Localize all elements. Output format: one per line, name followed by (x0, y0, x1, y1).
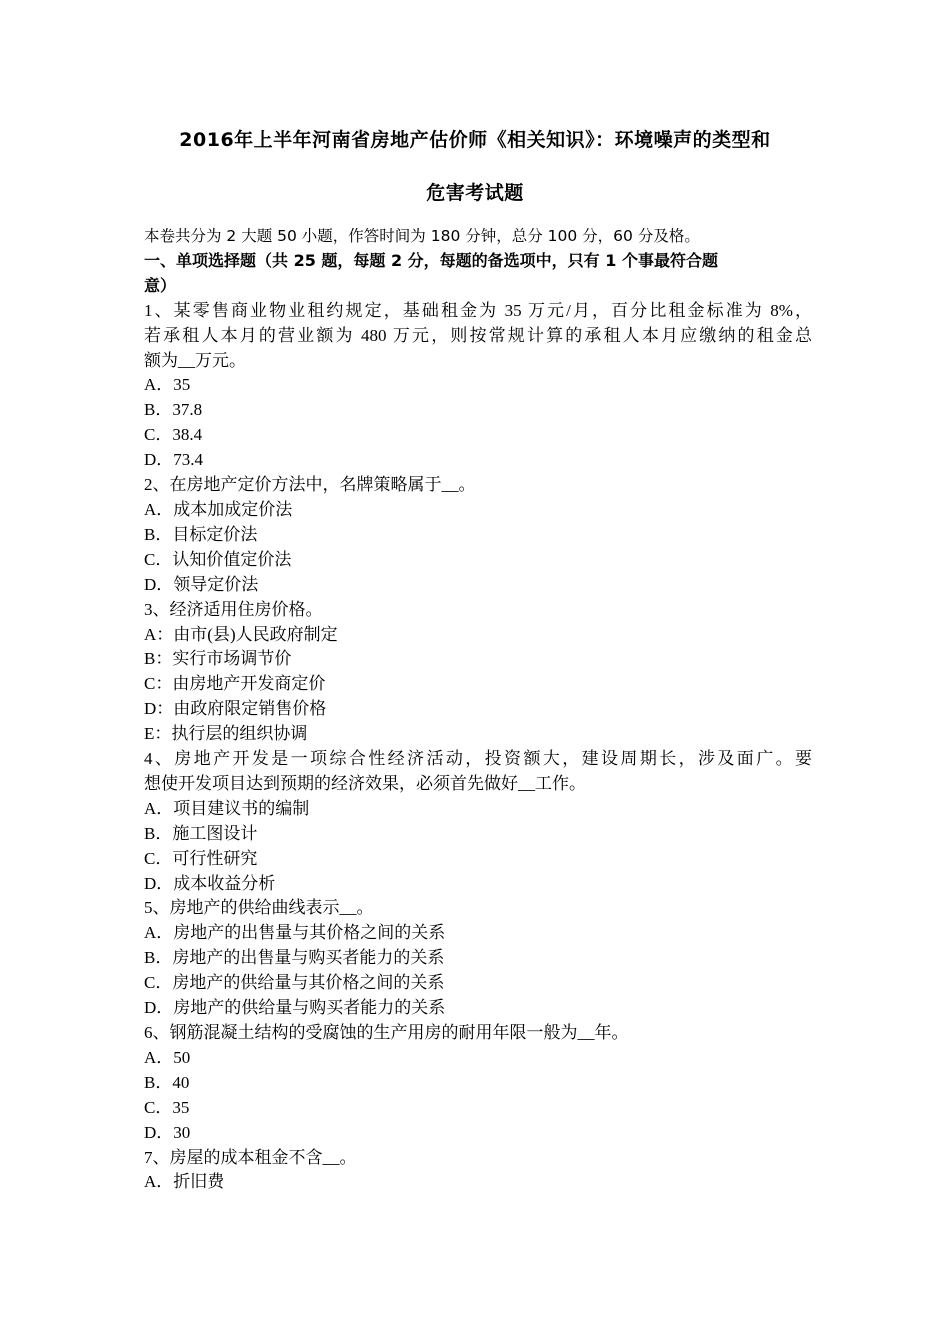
question-3 (144, 598, 812, 747)
question-text-line: 6、钢筋混凝土结构的受腐蚀的生产用房的耐用年限一般为__年。 (144, 1023, 629, 1042)
question-2 (144, 473, 812, 598)
question-6 (144, 1021, 812, 1146)
question-text-line: 想使开发项目达到预期的经济效果，必须首先做好__工作。 (144, 773, 586, 793)
question-text-line: 7、房屋的成本租金不含__。 (144, 1147, 357, 1167)
answer-option: D．房地产的供给量与购买者能力的关系 (144, 998, 446, 1018)
exam-intro: 本卷共分为 2 大题 50 小题，作答时间为 180 分钟，总分 100 分，60 分及格。 (144, 227, 700, 245)
answer-option: C．房地产的供给量与其价格之间的关系 (144, 973, 445, 993)
answer-option: D．30 (144, 1122, 191, 1142)
answer-option: C：由房地产开发商定价 (144, 674, 326, 694)
document-body (144, 224, 812, 1195)
question-text-line: 5、房地产的供给曲线表示__。 (144, 898, 374, 918)
answer-option: A．房地产的出售量与其价格之间的关系 (144, 923, 446, 943)
question-1 (144, 299, 812, 473)
answer-option: A．项目建议书的编制 (144, 798, 310, 818)
answer-option: C．认知价值定价法 (144, 549, 292, 569)
section-heading-line-1: 一、单项选择题（共 25 题，每题 2 分，每题的备选项中，只有 1 个事最符合题 (144, 250, 718, 270)
answer-option: A．折旧费 (144, 1172, 225, 1192)
section-heading-line-2: 意） (144, 275, 177, 295)
question-text-line: 1、某零售商业物业租约规定，基础租金为 35 万元/月，百分比租金标准为 8%， (144, 300, 812, 320)
answer-option: E：执行层的组织协调 (144, 724, 308, 744)
question-text-line: 若承租人本月的营业额为 480 万元，则按常规计算的承租人本月应缴纳的租金总 (144, 325, 812, 345)
question-5 (144, 896, 812, 1021)
question-text-line: 4、房地产开发是一项综合性经济活动，投资额大，建设周期长，涉及面广。要 (144, 749, 812, 769)
answer-option: B．40 (144, 1072, 190, 1092)
answer-option: A．50 (144, 1047, 191, 1067)
question-7 (144, 1146, 812, 1196)
answer-option: C．35 (144, 1097, 190, 1117)
answer-option: D．73.4 (144, 450, 204, 470)
question-text-line: 3、经济适用住房价格。 (144, 599, 323, 619)
answer-option: B．房地产的出售量与购买者能力的关系 (144, 948, 445, 968)
document-title-line-1: 2016年上半年河南省房地产估价师《相关知识》：环境噪声的类型和 (179, 129, 771, 151)
answer-option: B：实行市场调节价 (144, 649, 292, 669)
answer-option: A．35 (144, 375, 191, 395)
answer-option: B．37.8 (144, 400, 203, 420)
answer-option: C．38.4 (144, 425, 203, 445)
answer-option: A．成本加成定价法 (144, 499, 293, 519)
answer-option: B．施工图设计 (144, 823, 258, 843)
answer-option: B．目标定价法 (144, 524, 258, 544)
answer-option: D．成本收益分析 (144, 873, 276, 893)
answer-option: D．领导定价法 (144, 574, 259, 594)
question-text-line: 2、在房地产定价方法中，名牌策略属于__。 (144, 475, 476, 495)
document-title-line-2: 危害考试题 (426, 182, 524, 204)
question-4 (144, 747, 812, 896)
answer-option: D：由政府限定销售价格 (144, 699, 327, 719)
answer-option: C．可行性研究 (144, 848, 258, 868)
question-text-line: 额为__万元。 (144, 350, 246, 370)
answer-option: A：由市(县)人民政府制定 (144, 624, 338, 644)
